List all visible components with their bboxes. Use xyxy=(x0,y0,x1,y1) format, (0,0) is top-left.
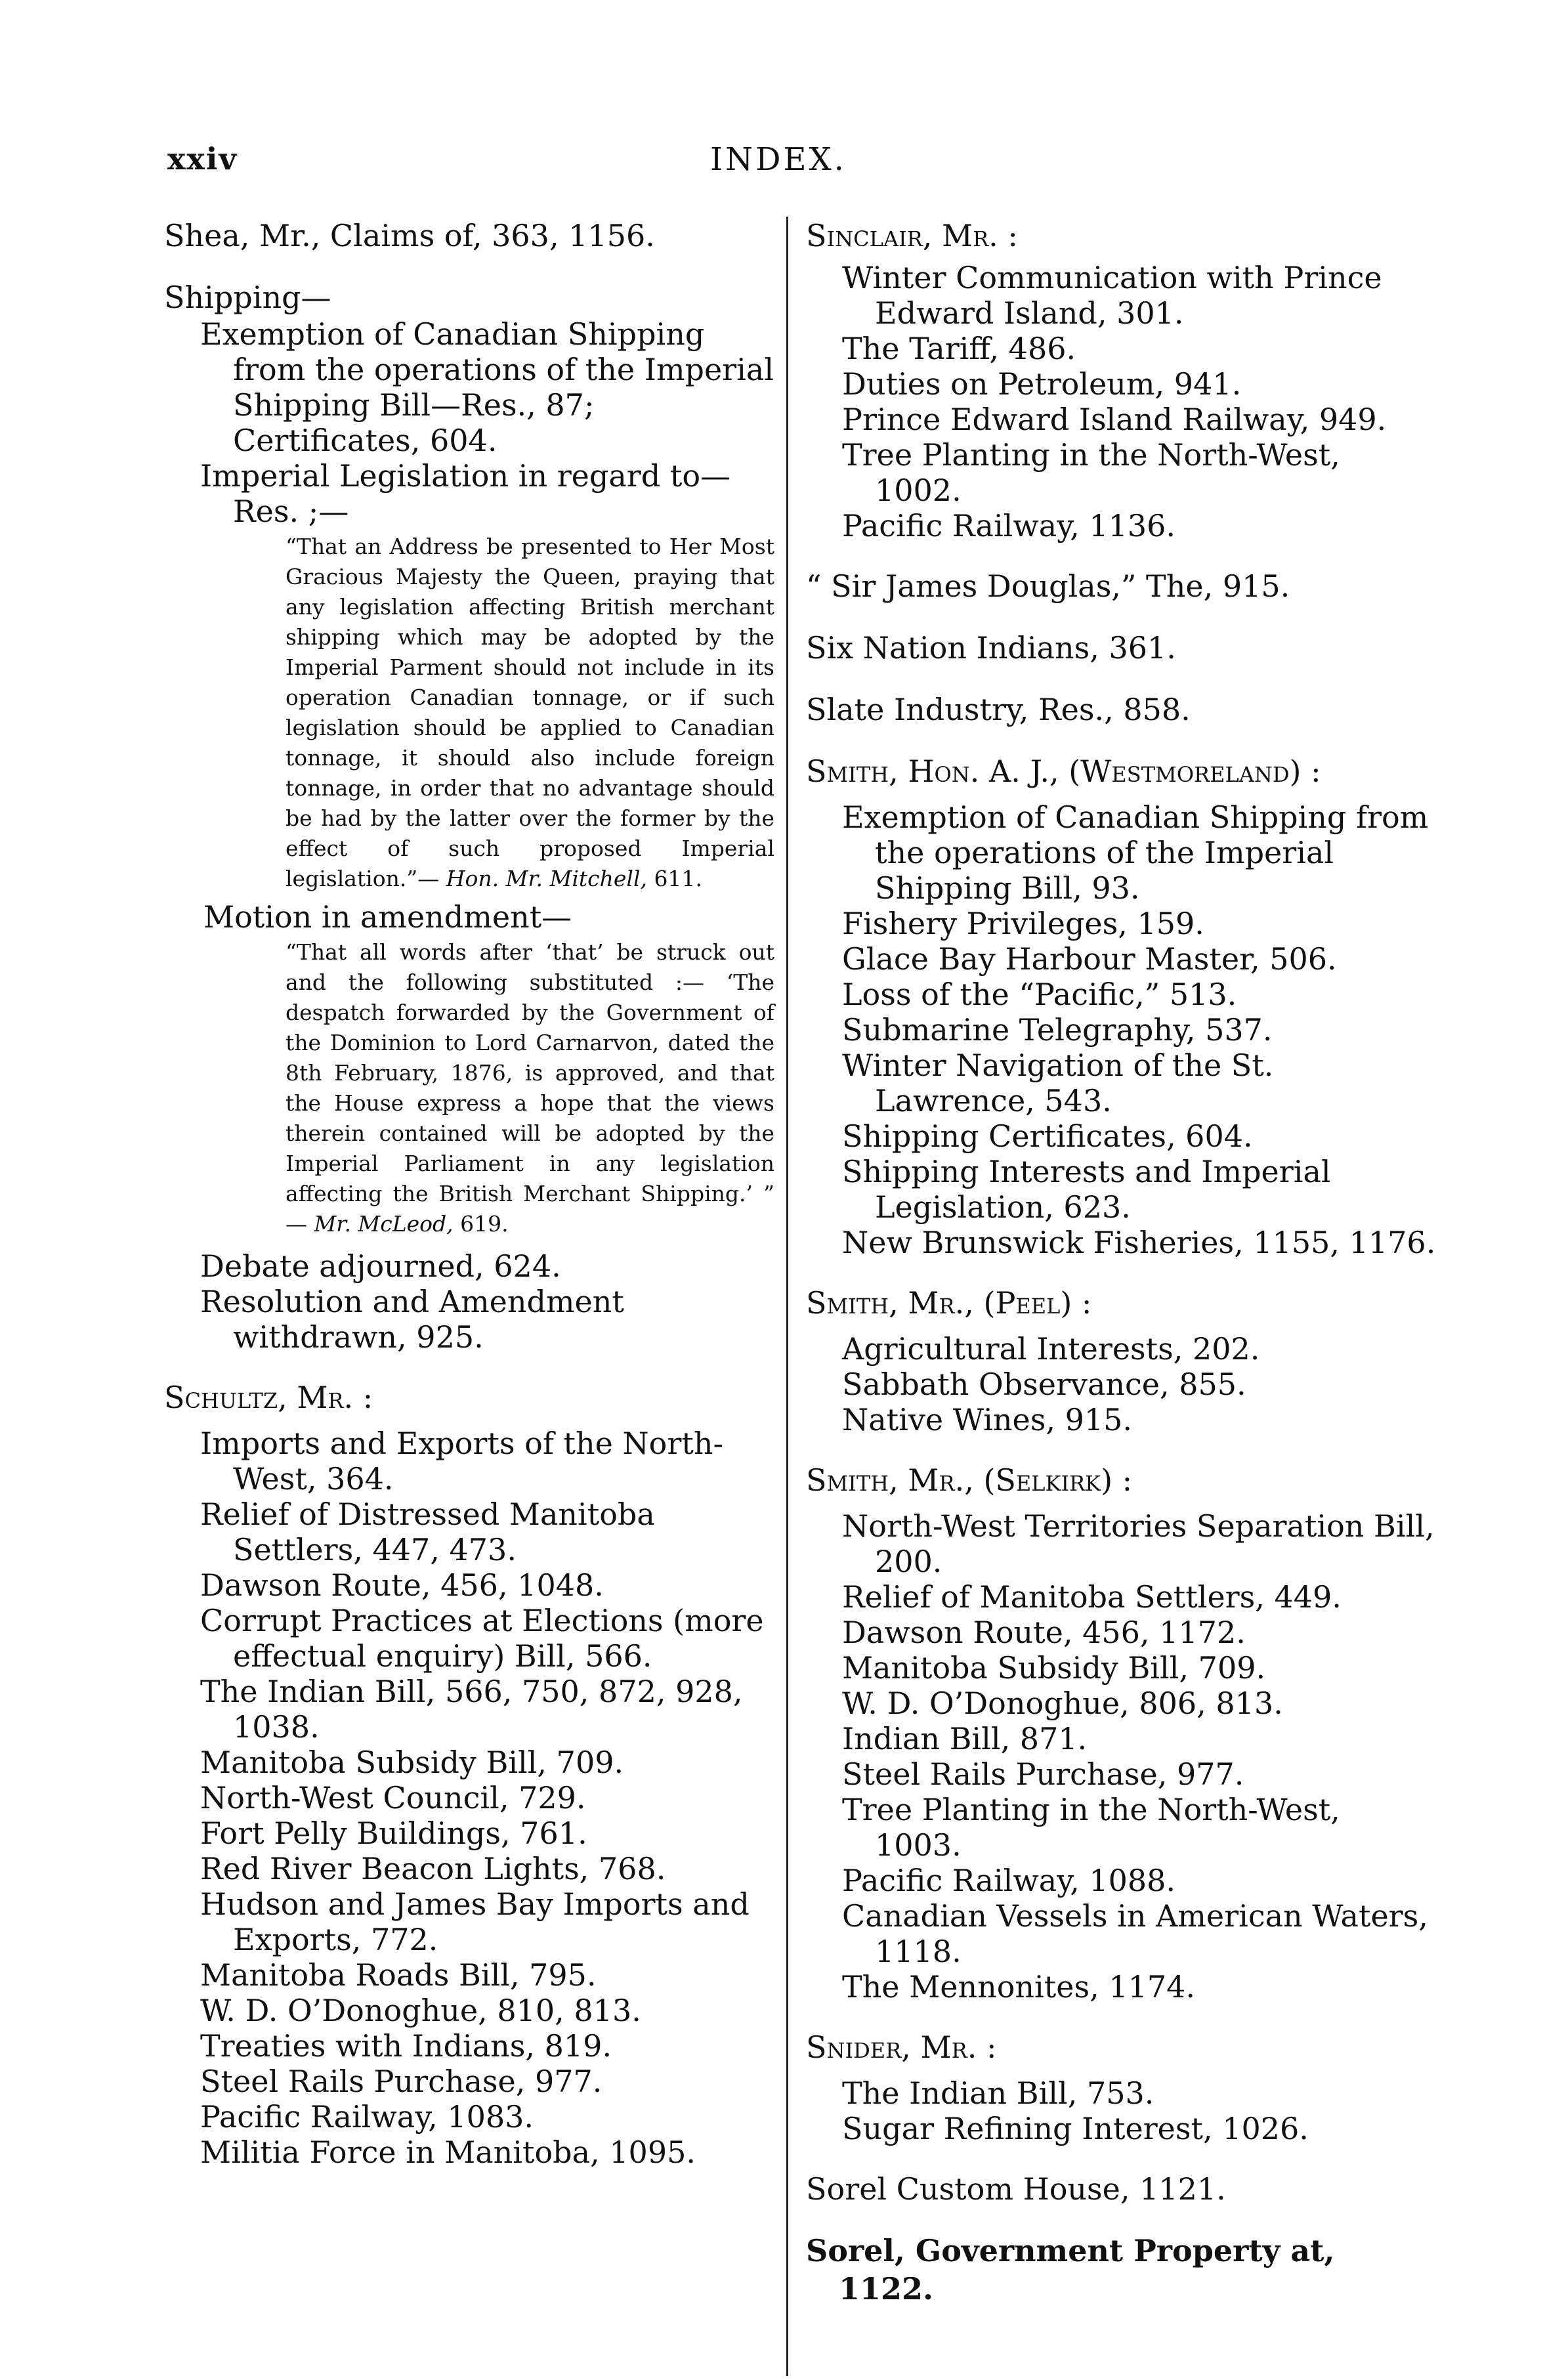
sub-entry: Treaties with Indians, 819. xyxy=(200,2028,612,2064)
column-divider xyxy=(786,217,788,2376)
sub-entry: Steel Rails Purchase, 977. xyxy=(842,1756,1244,1792)
index-entry-sorel-gov: Sorel, Government Property at, 1122. xyxy=(806,2233,1335,2306)
sub-entry: Pacific Railway, 1136. xyxy=(842,508,1175,543)
sinclair-list xyxy=(806,260,1436,543)
sub-entry: Exemption of Canadian Shipping from the operations of the Imperial Shipping Bill, 93. xyxy=(842,799,1429,906)
sub-entry: Relief of Distressed Manitoba Settlers, 447, 473. xyxy=(200,1497,655,1567)
left-column xyxy=(164,217,774,2170)
sub-entry: Agricultural Interests, 202. xyxy=(842,1331,1260,1367)
sub-entry: Corrupt Practices at Elections (more effectual enquiry) Bill, 566. xyxy=(200,1603,764,1674)
quote-page: 619. xyxy=(460,1211,509,1237)
index-entry-six-nation: Six Nation Indians, 361. xyxy=(806,630,1176,666)
page-title: INDEX. xyxy=(710,141,847,178)
sub-entry: Fort Pelly Buildings, 761. xyxy=(200,1816,587,1851)
sub-entry: Manitoba Subsidy Bill, 709. xyxy=(842,1650,1266,1686)
sub-entry: North-West Council, 729. xyxy=(200,1780,586,1816)
index-heading-smith-peel: Smith, Mr., (Peel) : xyxy=(806,1285,1092,1321)
sub-entry: Resolution and Amendment withdrawn, 925. xyxy=(200,1284,624,1355)
quote-page: 611. xyxy=(654,866,702,891)
sub-entry: Imperial Legislation in regard to—Res. ;— xyxy=(200,458,731,529)
index-entry-slate: Slate Industry, Res., 858. xyxy=(806,692,1191,727)
sub-entry: Imports and Exports of the North-West, 364. xyxy=(200,1426,724,1497)
sub-entry: W. D. O’Donoghue, 806, 813. xyxy=(842,1686,1283,1721)
smith-aj-list xyxy=(806,799,1436,1260)
sub-entry: Canadian Vessels in American Waters, 1118. xyxy=(842,1898,1428,1969)
sub-entry: Dawson Route, 456, 1048. xyxy=(200,1567,604,1603)
sub-entry: Manitoba Subsidy Bill, 709. xyxy=(200,1745,624,1780)
sub-entry: Steel Rails Purchase, 977. xyxy=(200,2064,603,2099)
index-entry-douglas: “ Sir James Douglas,” The, 915. xyxy=(806,568,1290,604)
sub-entry: Dawson Route, 456, 1172. xyxy=(842,1615,1246,1650)
index-heading-sinclair: Sinclair, Mr. : xyxy=(806,218,1018,253)
sub-entry: Indian Bill, 871. xyxy=(842,1721,1088,1756)
sub-entry: Prince Edward Island Railway, 949. xyxy=(842,402,1387,437)
index-entry-sorel-custom: Sorel Custom House, 1121. xyxy=(806,2171,1226,2207)
sub-entry: Glace Bay Harbour Master, 506. xyxy=(842,941,1337,977)
sub-entry: Shipping Interests and Imperial Legislation, 623. xyxy=(842,1154,1331,1225)
index-entry-shea: Shea, Mr., Claims of, 363, 1156. xyxy=(164,218,655,253)
sub-entry-motion: Motion in amendment— xyxy=(203,899,572,935)
smith-peel-list xyxy=(806,1331,1436,1437)
sub-entry: Fishery Privileges, 159. xyxy=(842,906,1204,941)
sub-entry: Tree Planting in the North-West, 1003. xyxy=(842,1792,1340,1863)
sub-entry: Winter Communication with Prince Edward Island, 301. xyxy=(842,260,1382,331)
sub-entry: Submarine Telegraphy, 537. xyxy=(842,1012,1273,1048)
sub-entry: W. D. O’Donoghue, 810, 813. xyxy=(200,1993,641,2028)
sub-entry: North-West Territories Separation Bill, 200. xyxy=(842,1508,1435,1579)
sub-entry: Duties on Petroleum, 941. xyxy=(842,366,1242,402)
sub-entry: Hudson and James Bay Imports and Exports, 772. xyxy=(200,1886,750,1957)
right-column xyxy=(806,217,1436,2308)
sub-entry: Manitoba Roads Bill, 795. xyxy=(200,1957,597,1993)
sub-entry: Exemption of Canadian Shipping from the operations of the Imperial Shipping Bill—Res., 87; Certificates, 604. xyxy=(200,316,774,458)
sub-entry: Relief of Manitoba Settlers, 449. xyxy=(842,1579,1342,1615)
sub-entry: Pacific Railway, 1088. xyxy=(842,1863,1175,1898)
sub-entry: The Indian Bill, 753. xyxy=(842,2075,1154,2111)
sub-entry: Red River Beacon Lights, 768. xyxy=(200,1851,666,1886)
amendment-quote xyxy=(164,937,774,1239)
page-number: xxiv xyxy=(167,141,238,177)
sub-entry: New Brunswick Fisheries, 1155, 1176. xyxy=(842,1225,1436,1260)
snider-list xyxy=(806,2075,1436,2146)
sub-entry: Pacific Railway, 1083. xyxy=(200,2099,534,2135)
sub-entry: Tree Planting in the North-West, 1002. xyxy=(842,437,1340,508)
sub-entry: Shipping Certificates, 604. xyxy=(842,1118,1253,1154)
quote-attribution: Mr. McLeod, xyxy=(314,1211,454,1237)
index-heading-smith-selkirk: Smith, Mr., (Selkirk) : xyxy=(806,1462,1133,1498)
sub-entry: The Mennonites, 1174. xyxy=(842,1969,1196,2005)
index-heading-snider: Snider, Mr. : xyxy=(806,2029,997,2065)
schultz-list xyxy=(164,1426,774,2170)
sub-entry: Winter Navigation of the St. Lawrence, 543. xyxy=(842,1048,1274,1118)
index-heading-shipping: Shipping— xyxy=(164,280,331,315)
sub-entry: Sugar Refining Interest, 1026. xyxy=(842,2111,1309,2146)
page-header xyxy=(0,141,1566,181)
quote-text: “That an Address be presented to Her Most Gracious Majesty the Queen, praying that any legislation affecting British merchant shipping which may be adopted by the Imperial Parment should not include in its operation Canadian tonnage, or if such legislation should be applied to Canadian tonnage, it should also include foreign tonnage, in order that no advantage should be had by the latter over the former by the effect of such proposed Imperial legislation.”— xyxy=(286,534,774,891)
sub-entry: Debate adjourned, 624. xyxy=(200,1248,561,1284)
index-heading-schultz: Schultz, Mr. : xyxy=(164,1380,373,1415)
index-heading-smith-aj: Smith, Hon. A. J., (Westmoreland) : xyxy=(806,754,1321,789)
quote-attribution: Hon. Mr. Mitchell, xyxy=(446,866,647,891)
sub-entry: The Tariff, 486. xyxy=(842,331,1076,366)
resolution-quote xyxy=(164,532,774,894)
sub-entry: Loss of the “Pacific,” 513. xyxy=(842,977,1237,1012)
sub-entry: Native Wines, 915. xyxy=(842,1402,1133,1437)
smith-selkirk-list xyxy=(806,1508,1436,2005)
sub-entry: Sabbath Observance, 855. xyxy=(842,1367,1246,1402)
sub-entry: Militia Force in Manitoba, 1095. xyxy=(200,2135,696,2170)
sub-entry: The Indian Bill, 566, 750, 872, 928, 1038. xyxy=(200,1674,743,1745)
quote-text: “That all words after ‘that’ be struck out and the following substituted :— ‘The despatch forwarded by the Government of the Dominion to Lord Carnarvon, dated the 8th February, 1876, is approved, and that the House express a hope that the views therein contained will be adopted by the Imperial Parliament in any legislation affecting the British Merchant Shipping.’ ” — xyxy=(286,939,774,1237)
